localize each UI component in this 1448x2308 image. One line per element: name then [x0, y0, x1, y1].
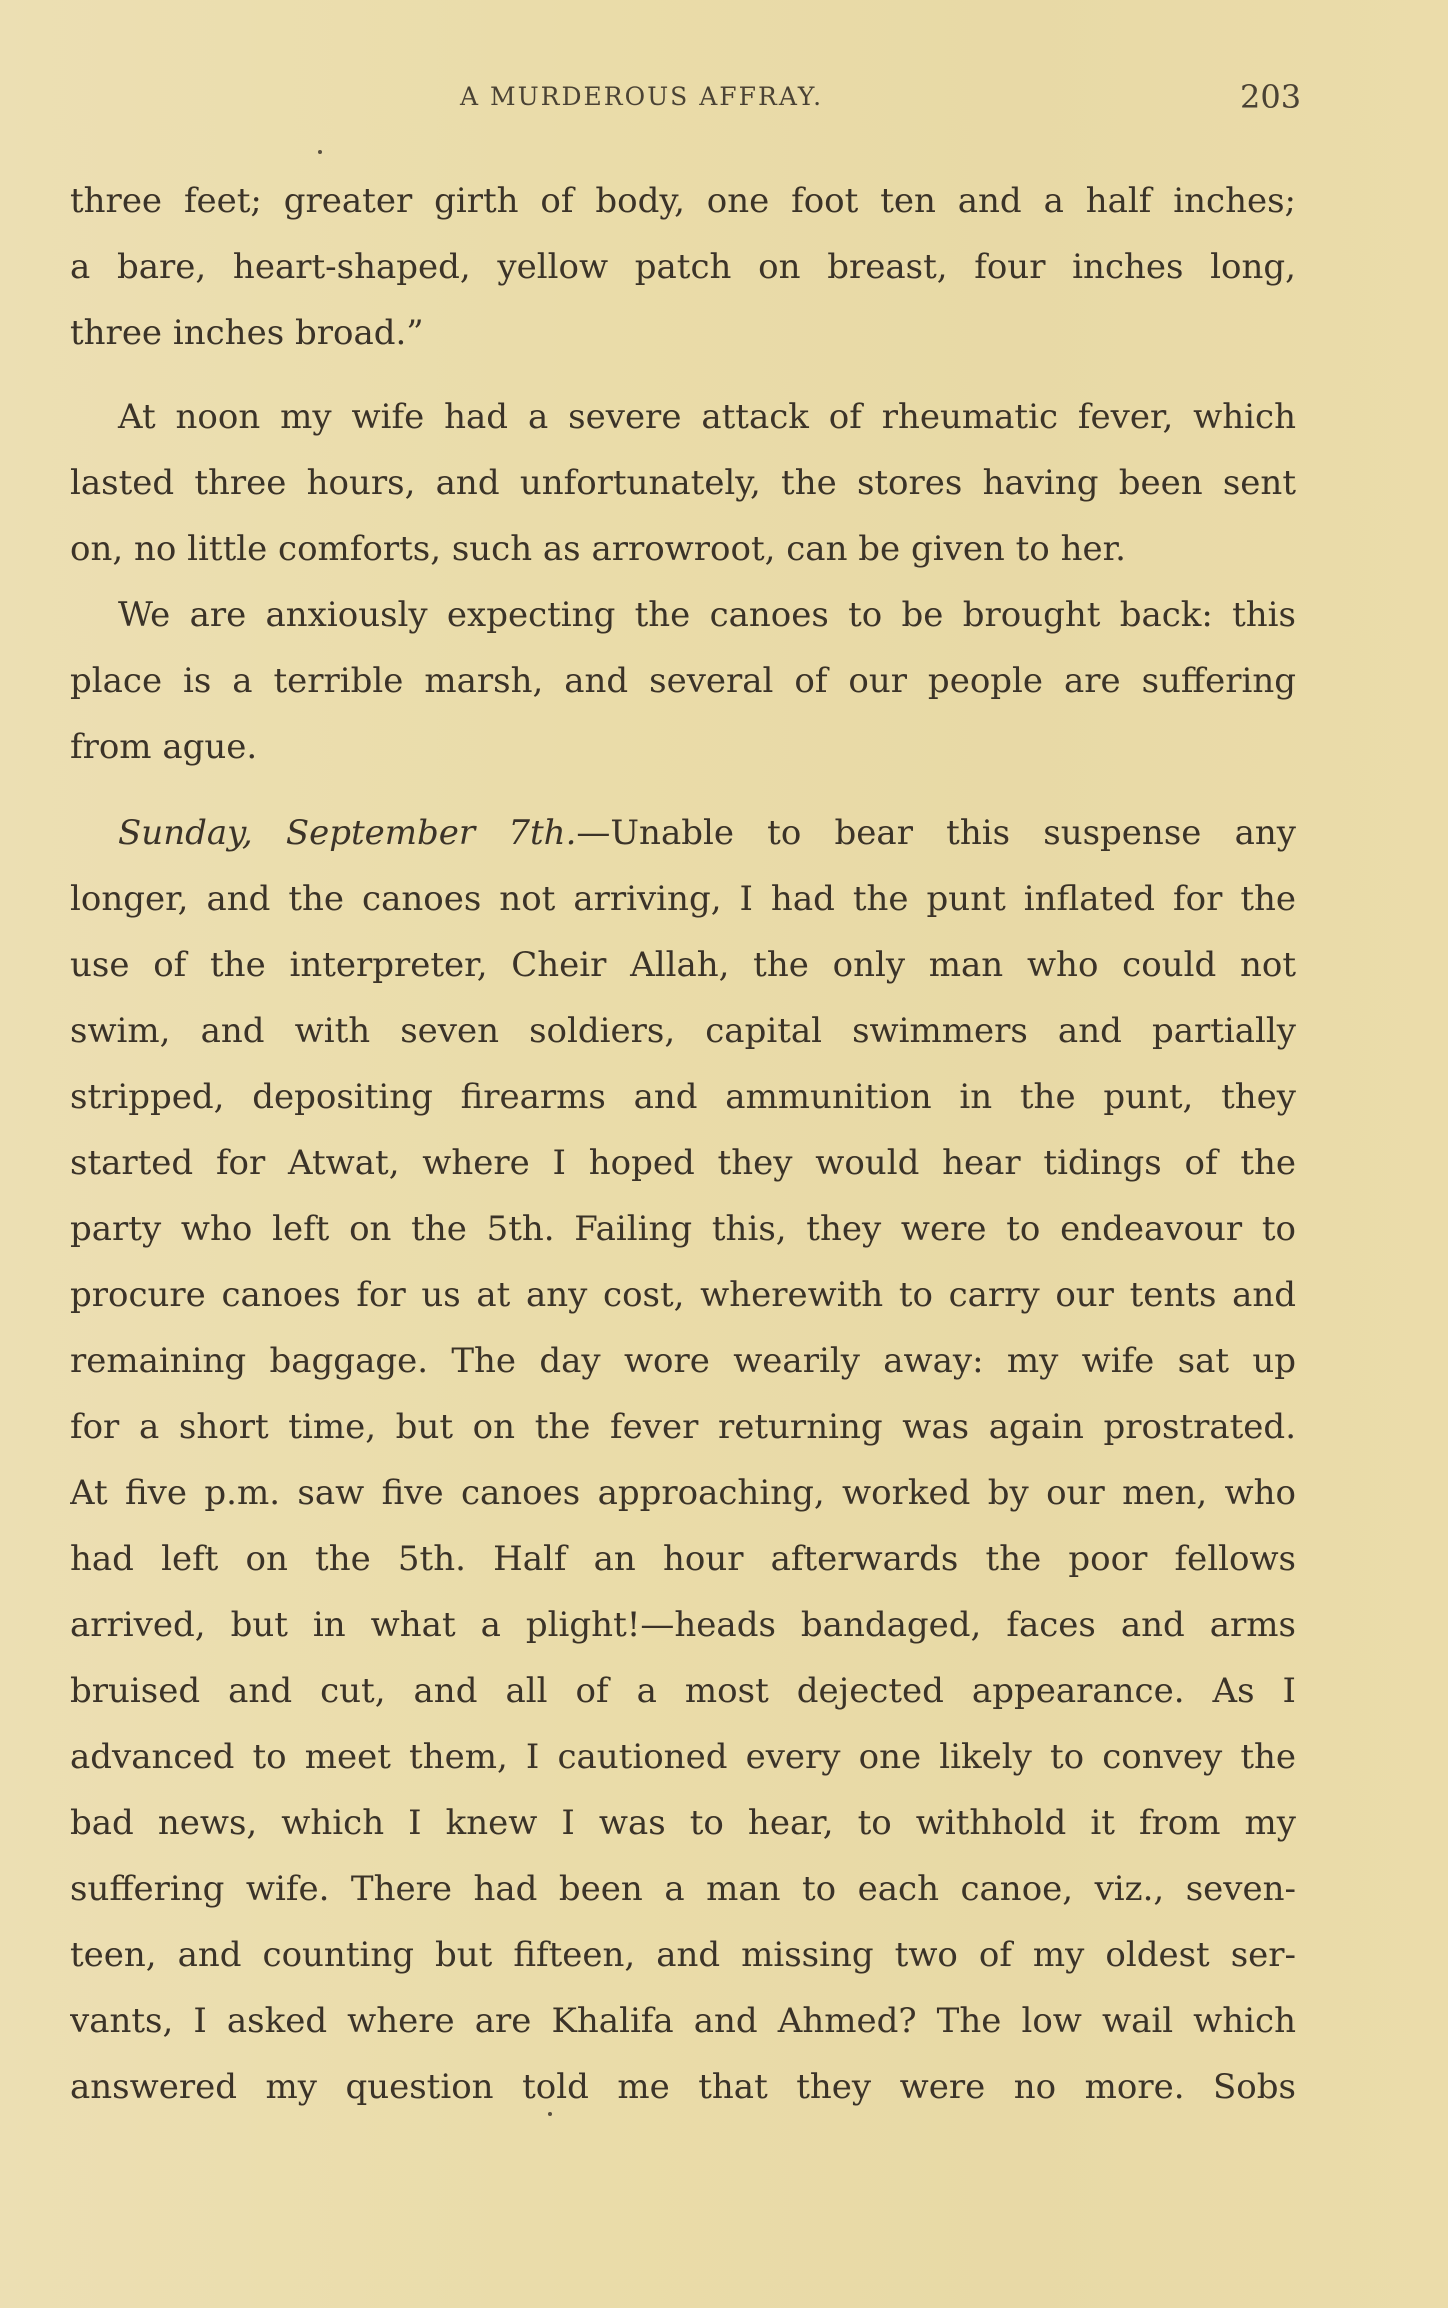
text-line: from ague. [70, 727, 258, 767]
text-line: procure canoes for us at any cost, wherewith to carry our tents and [70, 1275, 1296, 1315]
text-line: use of the interpreter, Cheir Allah, the only man who could not [70, 945, 1296, 985]
text-line: place is a terrible marsh, and several of our people are suffering [70, 661, 1296, 701]
text-run: —Unable to bear this suspense any [576, 813, 1296, 853]
text-line: three feet; greater girth of body, one foot ten and a half inches; [70, 181, 1296, 221]
text-line: answered my question told me that they were no more. Sobs [70, 2067, 1296, 2107]
text-line: stripped, depositing firearms and ammunition in the punt, they [70, 1077, 1296, 1117]
ink-speck [318, 150, 322, 154]
text-line: At noon my wife had a severe attack of rheumatic fever, which [118, 397, 1296, 437]
running-title: A MURDEROUS AFFRAY. [460, 82, 824, 111]
text-line: a bare, heart-shaped, yellow patch on breast, four inches long, [70, 247, 1296, 287]
text-line: longer, and the canoes not arriving, I had the punt inflated for the [70, 879, 1296, 919]
text-line: swim, and with seven soldiers, capital swimmers and partially [70, 1011, 1296, 1051]
text-line: three inches broad.” [70, 313, 424, 353]
running-head [0, 78, 1448, 126]
text-line: teen, and counting but fifteen, and missing two of my oldest ser- [70, 1935, 1296, 1975]
text-line: advanced to meet them, I cautioned every one likely to convey the [70, 1737, 1296, 1777]
text-line: bruised and cut, and all of a most dejected appearance. As I [70, 1671, 1296, 1711]
text-line: arrived, but in what a plight!—heads bandaged, faces and arms [70, 1605, 1296, 1645]
ink-speck [548, 2112, 552, 2116]
text-line: remaining baggage. The day wore wearily away: my wife sat up [70, 1341, 1296, 1381]
text-line: vants, I asked where are Khalifa and Ahmed? The low wail which [70, 2001, 1296, 2041]
text-line: lasted three hours, and unfortunately, the stores having been sent [70, 463, 1296, 503]
page-number: 203 [1240, 78, 1302, 116]
text-line-dated [70, 800, 1296, 866]
paragraph-1 [70, 168, 1296, 366]
text-line: bad news, which I knew I was to hear, to withhold it from my [70, 1803, 1296, 1843]
text-line: suffering wife. There had been a man to each canoe, viz., seven- [70, 1869, 1296, 1909]
diary-date: Sunday, September 7th. [118, 813, 577, 853]
paragraph-3 [70, 582, 1296, 780]
text-line: on, no little comforts, such as arrowroot, can be given to her. [70, 529, 1126, 569]
text-line: party who left on the 5th. Failing this, they were to endeavour to [70, 1209, 1296, 1249]
text-line: for a short time, but on the fever returning was again prostrated. [70, 1407, 1296, 1447]
bottom-margin [0, 2140, 1448, 2308]
text-line: We are anxiously expecting the canoes to be brought back: this [118, 595, 1296, 635]
text-line: had left on the 5th. Half an hour afterwards the poor fellows [70, 1539, 1296, 1579]
text-line: At five p.m. saw five canoes approaching, worked by our men, who [70, 1473, 1296, 1513]
paragraph-2 [70, 384, 1296, 582]
paragraph-4 [70, 800, 1296, 2120]
text-line: started for Atwat, where I hoped they would hear tidings of the [70, 1143, 1296, 1183]
